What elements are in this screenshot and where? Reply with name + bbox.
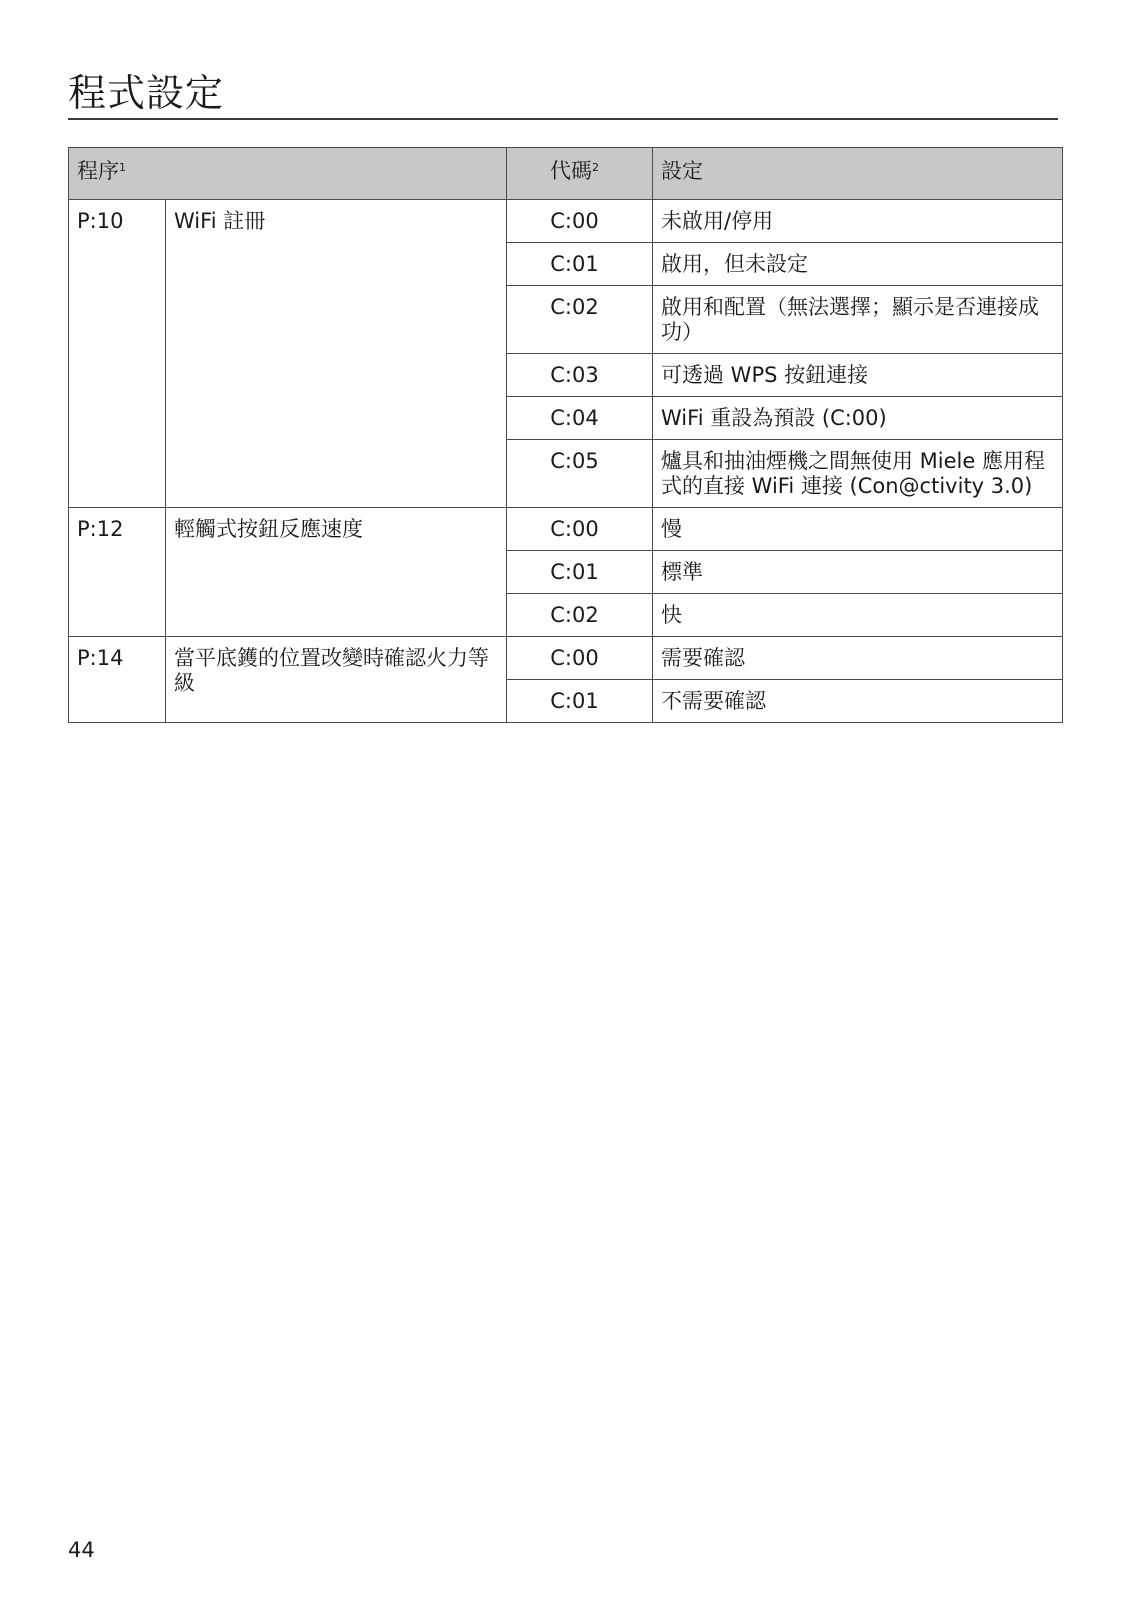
page-number: 44 bbox=[68, 1538, 95, 1562]
header-program-label: 程序 bbox=[77, 159, 119, 183]
option-setting: 不需要確認 bbox=[653, 680, 1063, 723]
option-code: C:05 bbox=[507, 440, 653, 508]
title-divider bbox=[68, 118, 1058, 120]
program-name: 輕觸式按鈕反應速度 bbox=[166, 508, 507, 637]
page-title: 程式設定 bbox=[68, 71, 225, 115]
option-setting: 啟用和配置（無法選擇；顯示是否連接成功） bbox=[653, 286, 1063, 354]
option-code: C:03 bbox=[507, 354, 653, 397]
table-row bbox=[69, 508, 1063, 551]
option-code: C:04 bbox=[507, 397, 653, 440]
option-setting: 需要確認 bbox=[653, 637, 1063, 680]
header-code bbox=[507, 148, 653, 200]
table-header-row bbox=[69, 148, 1063, 200]
option-setting: 慢 bbox=[653, 508, 1063, 551]
footnote-marker: 1 bbox=[119, 161, 126, 174]
header-program bbox=[69, 148, 507, 200]
program-name: 當平底鑊的位置改變時確認火力等級 bbox=[166, 637, 507, 723]
option-code: C:02 bbox=[507, 594, 653, 637]
table-row bbox=[69, 200, 1063, 243]
option-code: C:02 bbox=[507, 286, 653, 354]
option-code: C:01 bbox=[507, 243, 653, 286]
header-setting: 設定 bbox=[653, 148, 1063, 200]
program-name: WiFi 註冊 bbox=[166, 200, 507, 508]
program-settings-table bbox=[68, 147, 1063, 723]
footnote-marker: 2 bbox=[592, 161, 599, 174]
header-code-label: 代碼 bbox=[550, 159, 592, 183]
option-setting: 未啟用/停用 bbox=[653, 200, 1063, 243]
option-setting: 爐具和抽油煙機之間無使用 Miele 應用程式的直接 WiFi 連接 (Con@ctivity 3.0) bbox=[653, 440, 1063, 508]
option-setting: 快 bbox=[653, 594, 1063, 637]
option-setting: 啟用，但未設定 bbox=[653, 243, 1063, 286]
option-code: C:00 bbox=[507, 637, 653, 680]
option-setting: WiFi 重設為預設 (C:00) bbox=[653, 397, 1063, 440]
table-row bbox=[69, 637, 1063, 680]
option-code: C:00 bbox=[507, 508, 653, 551]
program-id: P:14 bbox=[69, 637, 166, 723]
program-id: P:10 bbox=[69, 200, 166, 508]
option-setting: 標準 bbox=[653, 551, 1063, 594]
option-code: C:01 bbox=[507, 680, 653, 723]
option-code: C:01 bbox=[507, 551, 653, 594]
option-code: C:00 bbox=[507, 200, 653, 243]
option-setting: 可透過 WPS 按鈕連接 bbox=[653, 354, 1063, 397]
program-id: P:12 bbox=[69, 508, 166, 637]
